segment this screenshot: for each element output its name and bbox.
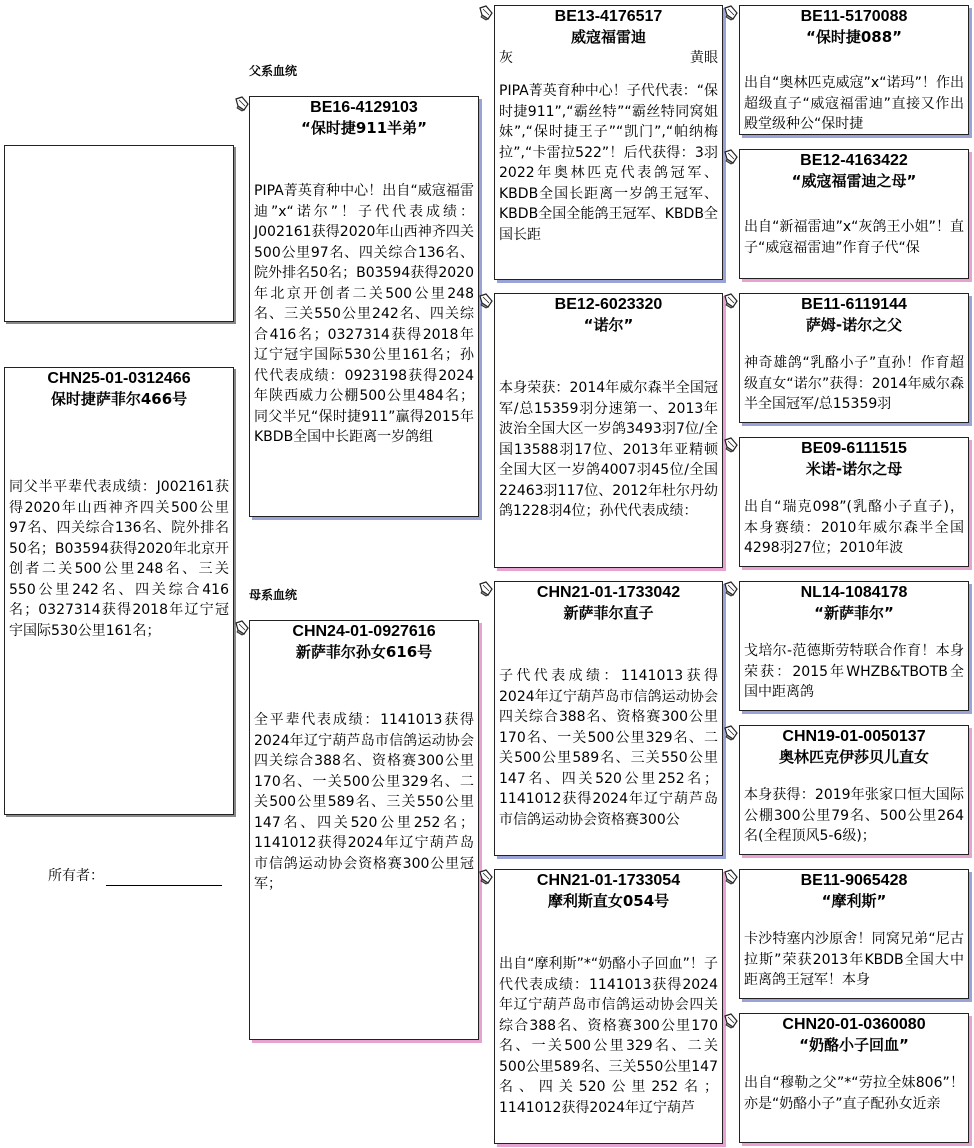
edit-pen-icon[interactable]	[723, 869, 739, 885]
ssd-name: “威寇福雷迪之母”	[791, 172, 917, 190]
dam-name: 新萨菲尔孙女616号	[295, 643, 433, 661]
ddd-card[interactable]	[739, 1013, 969, 1143]
dss-ring-number: NL14-1084178	[800, 584, 908, 601]
sdd-name: 米诺-诺尔之母	[805, 460, 903, 478]
sds-name: 萨姆-诺尔之父	[805, 316, 903, 334]
edit-pen-icon[interactable]	[723, 437, 739, 453]
edit-pen-icon[interactable]	[723, 725, 739, 741]
dds-card[interactable]	[739, 869, 969, 999]
sss-card[interactable]	[739, 5, 969, 135]
dds-name: “摩利斯”	[821, 892, 887, 910]
maternal-section-label: 母系血统	[249, 588, 298, 602]
dsd-card[interactable]	[739, 725, 969, 855]
edit-pen-icon[interactable]	[234, 620, 250, 636]
subject-ring-number: CHN25-01-0312466	[47, 370, 191, 387]
sire-sire-notes: PIPA菁英育种中心！子代代表：“保时捷911”,“霸丝特”“霸丝特同窝姐妹”,“保时捷王子”“凯门”,“帕纳梅拉”,“卡雷拉522”！后代获得：3羽2022年奥林匹克代表鸽冠军、KBDB全国长距离一岁鸽王冠军、KBDB全国全能鸽王冠军、KBDB全国长距	[499, 83, 718, 243]
sire-dam-notes: 本身荣获：2014年威尔森半全国冠军/总15359羽分速第一、2013年波治全国大区一岁鸽3493羽7位/全国13588羽17位、2013年亚精顿全国大区一岁鸽4007羽45位/全国22463羽117位、2012年杜尔丹幼鸽1228羽4位；孙代代表成绩：	[499, 380, 718, 519]
dam-sire-notes: 子代代表成绩：1141013获得2024年辽宁葫芦岛市信鸽运动协会四关综合388名、资格赛300公里170名、一关500公里329名、二关500公里589名、三关550公里147名、四关520公里252名；1141012获得2024年辽宁葫芦岛市信鸽运动协会资格赛300公	[499, 668, 718, 828]
subject-card[interactable]	[4, 367, 234, 815]
dss-card[interactable]	[739, 581, 969, 711]
sire-sire-name: 威寇福雷迪	[570, 28, 646, 46]
dam-sire-ring-number: CHN21-01-1733042	[536, 584, 681, 601]
edit-pen-icon[interactable]	[478, 581, 494, 597]
photo-placeholder[interactable]	[4, 145, 234, 322]
dds-notes: 卡沙特塞内沙原舍！同窝兄弟“尼古拉斯”荣获2013年KBDB全国大中距离鸽王冠军！本身	[744, 931, 964, 988]
sire-dam-card[interactable]	[494, 293, 723, 568]
dsd-ring-number: CHN19-01-0050137	[782, 728, 926, 745]
ddd-name: “奶酪小子回血”	[799, 1036, 909, 1054]
dss-notes: 戈培尔-范德斯劳特联合作育！本身荣获：2015年WHZB&TBOTB全国中距离鸽	[744, 643, 964, 700]
sire-notes: PIPA菁英育种中心！出自“威寇福雷迪”x“诺尔”！子代代表成绩：J002161获得2020年山西神齐四关500公里97名、四关综合136名、院外排名50名；B03594获得2020年北京开创者二关500公里248名、三关550公里242名、四关综合416名；0327314获得2018年辽宁冠宇国际530公里161名；孙代代表成绩：0923198获得2024年陕西威力公棚500公里484名；同父半兄“保时捷911”赢得2015年KBDB全国中长距离一岁鸽组	[254, 183, 474, 445]
sdd-ring-number: BE09-6111515	[801, 440, 907, 457]
sdd-card[interactable]	[739, 437, 969, 567]
dam-dam-ring-number: CHN21-01-1733054	[536, 872, 681, 889]
edit-pen-icon[interactable]	[478, 5, 494, 21]
ssd-notes: 出自“新福雷迪”x“灰鸽王小姐”！直子“威寇福雷迪”作育子代“保	[744, 219, 964, 256]
ddd-ring-number: CHN20-01-0360080	[782, 1016, 926, 1033]
ddd-notes: 出自“穆勒之父”*“劳拉全妹806”！亦是“奶酪小子”直子配孙女近亲	[744, 1075, 964, 1112]
feather-color: 灰	[499, 50, 513, 66]
dam-dam-name: 摩利斯直女054号	[547, 892, 670, 910]
subject-name: 保时捷萨菲尔466号	[50, 390, 188, 408]
sire-sire-card[interactable]	[494, 5, 723, 280]
edit-pen-icon[interactable]	[723, 1013, 739, 1029]
dsd-notes: 本身获得：2019年张家口恒大国际公棚300公里79名、500公里264名(全程顶风5-6级)；	[744, 787, 964, 844]
edit-pen-icon[interactable]	[723, 581, 739, 597]
dam-dam-notes: 出自“摩利斯”*“奶酪小子回血”！子代代表成绩：1141013获得2024年辽宁葫芦岛市信鸽运动协会四关综合388名、资格赛300公里170名、一关500公里329名、二关500公里589名、三关550公里147名、四关520公里252名；1141012获得2024年辽宁葫芦	[499, 956, 718, 1116]
dds-ring-number: BE11-9065428	[800, 872, 908, 889]
ssd-ring-number: BE12-4163422	[800, 152, 908, 169]
sss-name: “保时捷088”	[805, 28, 903, 46]
edit-pen-icon[interactable]	[723, 293, 739, 309]
eye-type: 黄眼	[690, 50, 718, 66]
paternal-section-label: 父系血统	[249, 64, 298, 78]
dam-dam-card[interactable]	[494, 869, 723, 1144]
owner-field[interactable]	[48, 866, 222, 886]
owner-label: 所有者：	[48, 868, 104, 884]
sds-ring-number: BE11-6119144	[801, 296, 907, 313]
dam-sire-card[interactable]	[494, 581, 723, 856]
sdd-notes: 出自“瑞克098”(乳酪小子直子)，本身赛绩：2010年威尔森半全国4298羽27位；2010年波	[744, 499, 964, 556]
sire-name: “保时捷911半弟”	[300, 119, 428, 137]
subject-notes: 同父半平辈代表成绩：J002161获得2020年山西神齐四关500公里97名、四关综合136名、院外排名50名；B03594获得2020年北京开创者二关500公里248名、三关550公里242名、四关综合416名；0327314获得2018年辽宁冠宇国际530公里161名；	[9, 479, 229, 639]
edit-pen-icon[interactable]	[478, 293, 494, 309]
color-eye-row	[495, 48, 722, 68]
edit-pen-icon[interactable]	[723, 5, 739, 21]
dam-card[interactable]	[249, 620, 479, 1040]
sire-card[interactable]	[249, 96, 479, 517]
dam-ring-number: CHN24-01-0927616	[292, 623, 436, 640]
sss-notes: 出自“奥林匹克威寇”x“诺玛”！作出超级直子“威寇福雷迪”直接又作出殿堂级种公“保时捷	[744, 75, 964, 132]
sire-ring-number: BE16-4129103	[310, 99, 418, 116]
sds-notes: 神奇雄鸽“乳酪小子”直孙！作育超级直女“诺尔”获得：2014年威尔森半全国冠军/总15359羽	[744, 355, 964, 412]
edit-pen-icon[interactable]	[478, 869, 494, 885]
dsd-name: 奥林匹克伊莎贝儿直女	[778, 748, 929, 766]
dam-sire-name: 新萨菲尔直子	[563, 604, 654, 622]
dam-notes: 全平辈代表成绩：1141013获得2024年辽宁葫芦岛市信鸽运动协会四关综合388名、资格赛300公里170名、一关500公里329名、二关500公里589名、三关550公里147名、四关520公里252名；1141012获得2024年辽宁葫芦岛市信鸽运动协会资格赛300公里冠军；	[254, 712, 474, 892]
dss-name: “新萨菲尔”	[814, 604, 894, 622]
sss-ring-number: BE11-5170088	[800, 8, 908, 25]
sire-dam-name: “诺尔”	[583, 316, 634, 334]
sire-dam-ring-number: BE12-6023320	[554, 296, 663, 313]
sds-card[interactable]	[739, 293, 969, 423]
ssd-card[interactable]	[739, 149, 969, 279]
edit-pen-icon[interactable]	[723, 149, 739, 165]
edit-pen-icon[interactable]	[234, 96, 250, 112]
owner-signature-line[interactable]	[106, 869, 222, 886]
sire-sire-ring-number: BE13-4176517	[554, 8, 663, 25]
